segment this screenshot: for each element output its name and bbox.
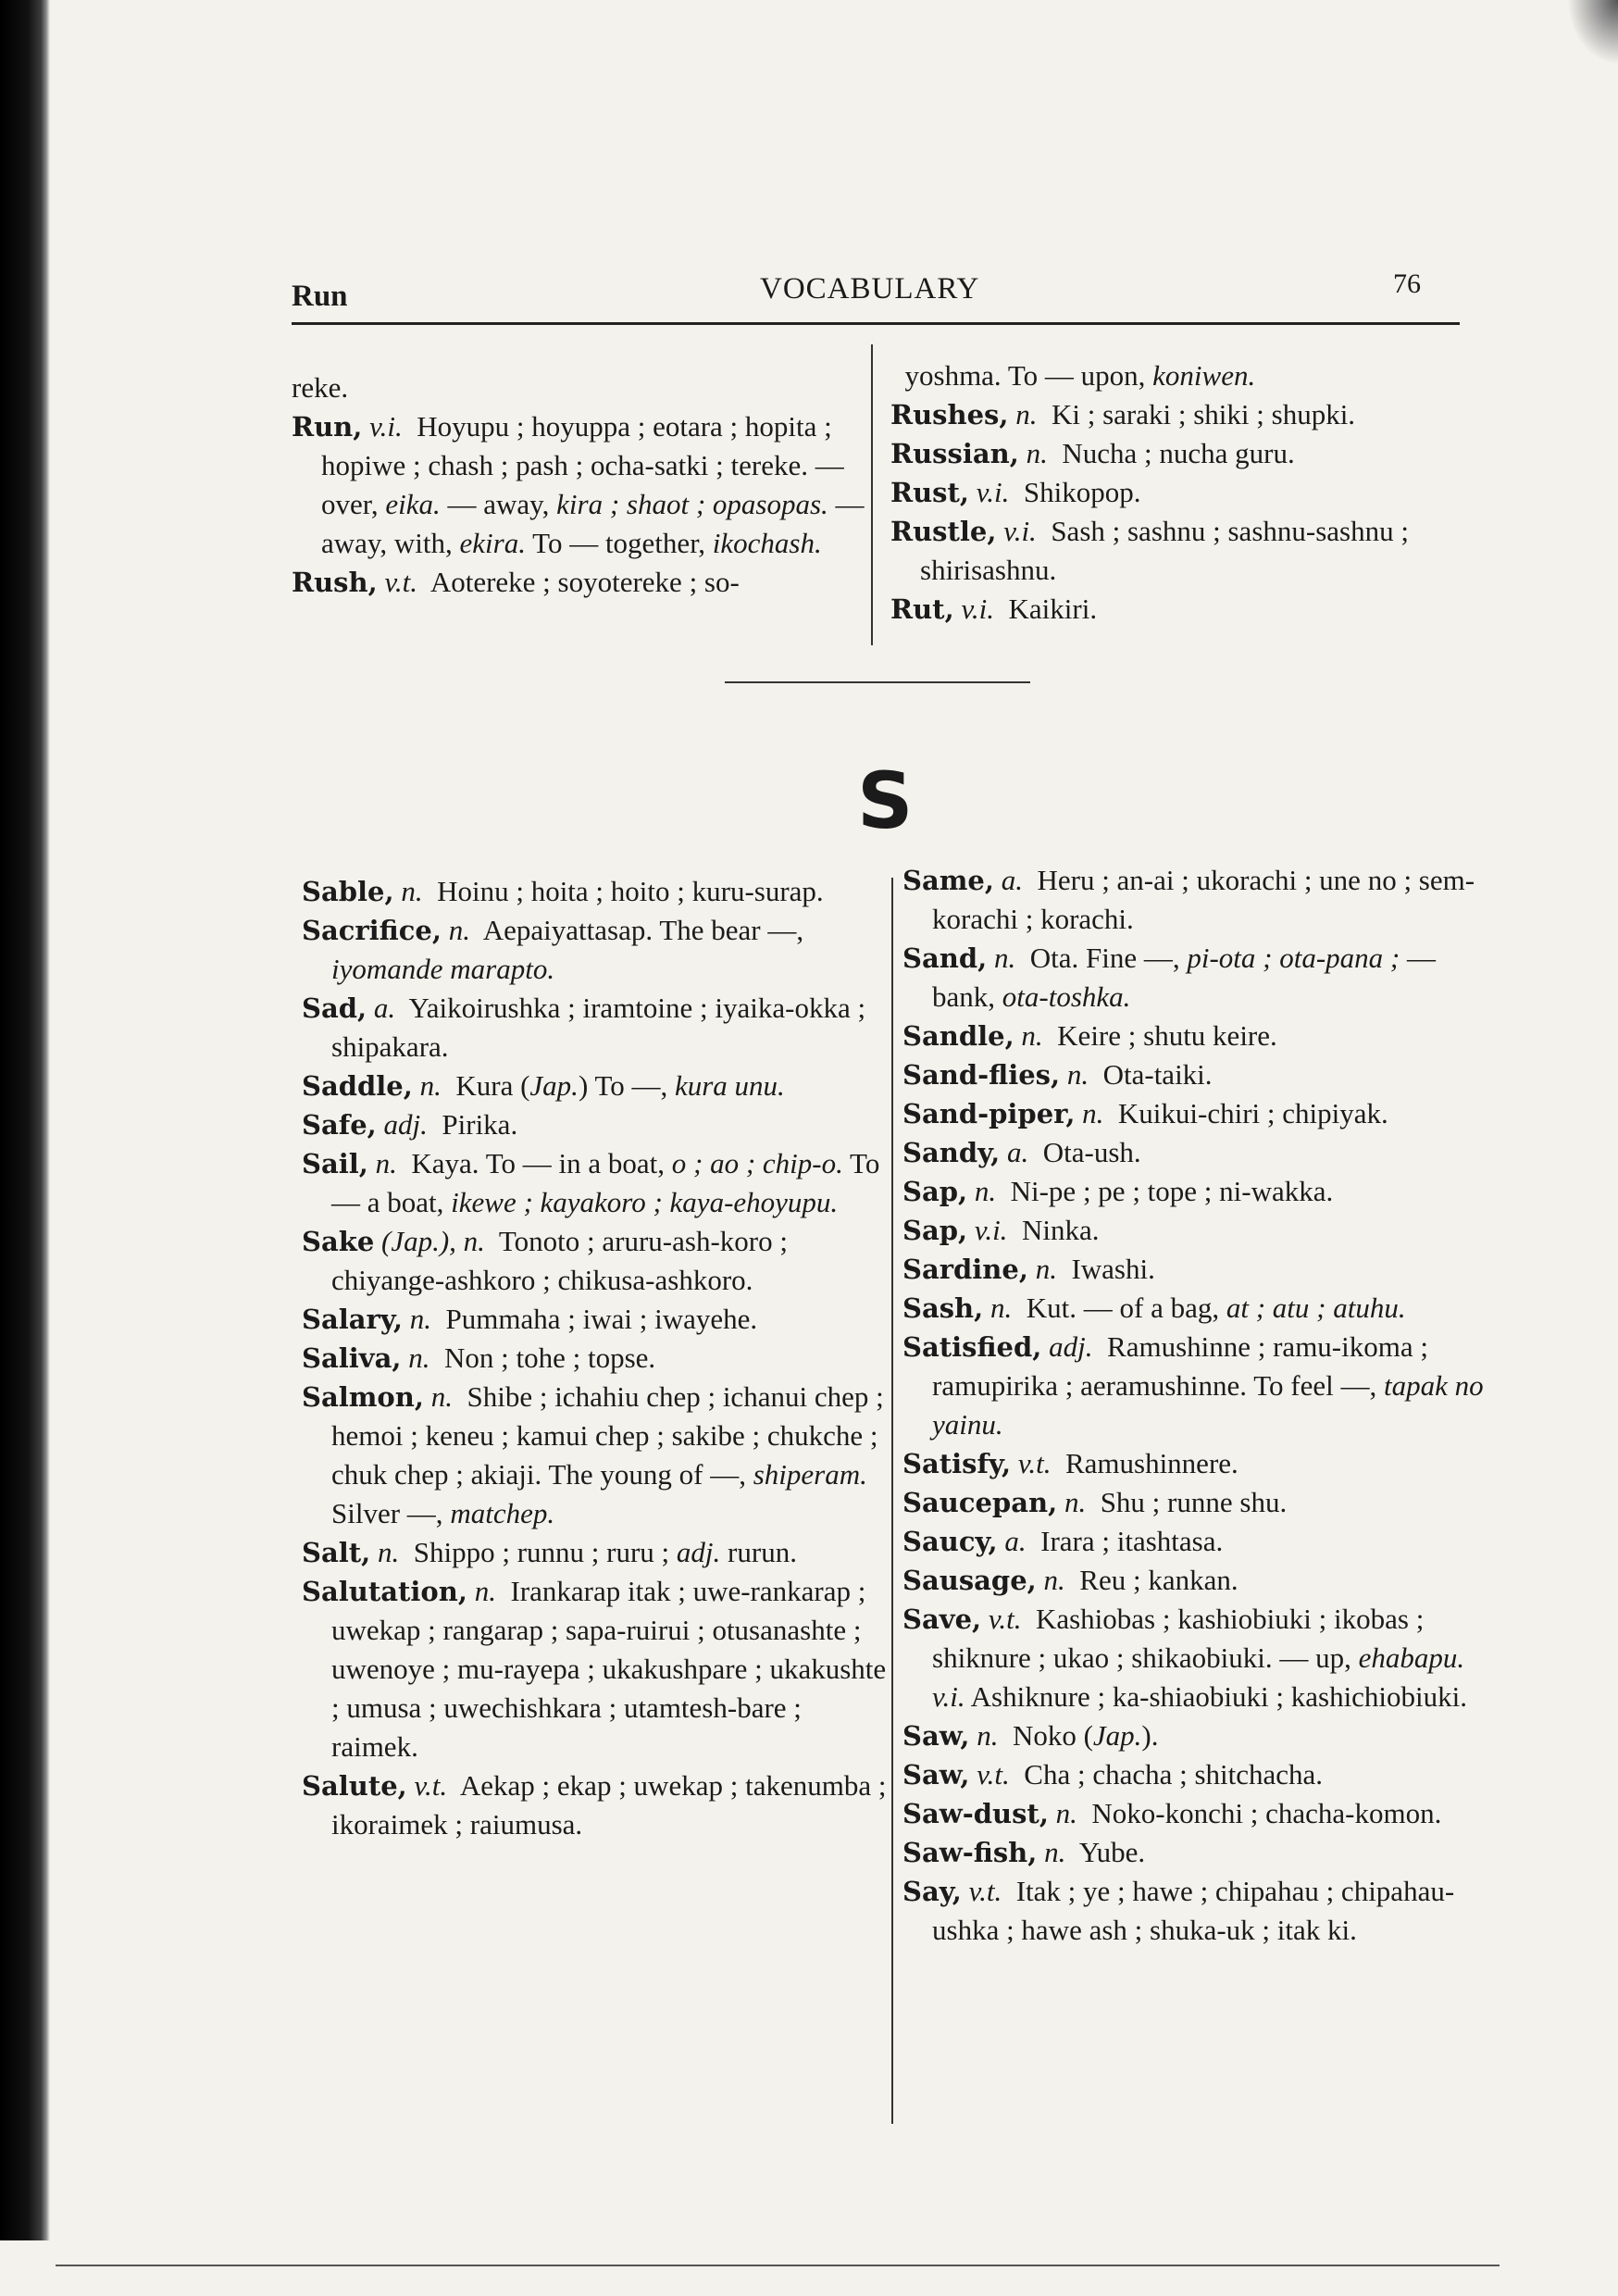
dictionary-entry: Saliva, n. Non ; tohe ; topse.: [302, 1341, 656, 1374]
dictionary-entry: Rut, v.i. Kaikiri.: [890, 593, 1098, 625]
headword: Sable,: [302, 876, 394, 907]
dictionary-entry: Salary, n. Pummaha ; iwai ; iwayehe.: [302, 1303, 758, 1335]
headword: Sardine,: [902, 1254, 1028, 1285]
headword: Sand-piper,: [902, 1098, 1076, 1129]
headword: Saw-fish,: [902, 1837, 1038, 1868]
dictionary-entry: Say, v.t. Itak ; ye ; hawe ; chipahau ; chipahau-ushka ; hawe ash ; shuka-uk ; itak ki.: [902, 1875, 1455, 1946]
headword: Rush,: [292, 567, 378, 598]
headword: Salmon,: [302, 1381, 424, 1413]
dictionary-entry: Sand-piper, n. Kuikui-chiri ; chipiyak.: [902, 1097, 1388, 1129]
section-rule: [725, 681, 1030, 683]
headword: Sandle,: [902, 1020, 1014, 1052]
headword: Salute,: [302, 1770, 407, 1802]
dictionary-entry: Saw-dust, n. Noko-konchi ; chacha-komon.: [902, 1797, 1442, 1829]
headword: Salt,: [302, 1537, 371, 1568]
headword: Safe,: [302, 1109, 377, 1141]
headword: Sail,: [302, 1148, 368, 1179]
headword: Rut,: [890, 593, 954, 625]
dictionary-entry: Saucy, a. Irara ; itashtasa.: [902, 1525, 1224, 1557]
dictionary-entry: Sausage, n. Reu ; kankan.: [902, 1564, 1238, 1596]
headword: Same,: [902, 865, 994, 896]
headword: Saw-dust,: [902, 1798, 1049, 1829]
column-bottom-right: [902, 861, 1486, 1950]
dictionary-entry: Rushes, n. Ki ; saraki ; shiki ; shupki.: [890, 398, 1356, 430]
headword: Saw,: [902, 1759, 970, 1791]
headword: Run,: [292, 411, 363, 443]
guide-word: Run: [292, 280, 348, 313]
dictionary-entry: Rustle, v.i. Sash ; sashnu ; sashnu-sashnu ; shirisashnu.: [890, 515, 1409, 586]
headword: Rushes,: [890, 399, 1009, 430]
page-header: [292, 268, 1460, 328]
dictionary-entry: Rust, v.i. Shikopop.: [890, 476, 1141, 508]
column-bottom-left: [302, 872, 894, 1844]
headword: Say,: [902, 1876, 962, 1907]
section-letter: S: [857, 755, 914, 846]
headword: Rust,: [890, 477, 970, 508]
dictionary-entry: yoshma. To — upon, koniwen.: [904, 359, 1256, 392]
dictionary-entry: Save, v.t. Kashiobas ; kashiobiuki ; ikobas ; shiknure ; ukao ; shikaobiuki. — up, ehabapu. v.i. Ashiknure ; ka-shiaobiuki ; kashichiobiuki.: [902, 1603, 1468, 1713]
dictionary-entry: Sail, n. Kaya. To — in a boat, o ; ao ; chip-o. To — a boat, ikewe ; kayakoro ; kaya-ehoyupu.: [302, 1147, 880, 1218]
dictionary-entry: Safe, adj. Pirika.: [302, 1108, 518, 1141]
dictionary-entry: Run, v.i. Hoyupu ; hoyuppa ; eotara ; hopita ; hopiwe ; chash ; pash ; ocha-satki ; tereke. — over, eika. — away, kira ; shaot ; opasopas. — away, with, ekira. To — together, ikochash.: [292, 410, 865, 559]
dictionary-entry: Sacrifice, n. Aepaiyattasap. The bear —, iyomande marapto.: [302, 914, 804, 985]
column-divider: [891, 878, 893, 2124]
dictionary-entry: Saw-fish, n. Yube.: [902, 1836, 1146, 1868]
headword: Saucy,: [902, 1526, 998, 1557]
headword: Saliva,: [302, 1342, 402, 1374]
page-bottom-edge: [56, 2265, 1500, 2266]
dictionary-entry: Sandle, n. Keire ; shutu keire.: [902, 1019, 1277, 1052]
headword: Salary,: [302, 1304, 403, 1335]
headword: Sash,: [902, 1292, 984, 1324]
dictionary-entry: Salt, n. Shippo ; runnu ; ruru ; adj. rurun.: [302, 1536, 797, 1568]
headword: Saucepan,: [902, 1487, 1058, 1518]
dictionary-entry: Saddle, n. Kura (Jap.) To —, kura unu.: [302, 1069, 785, 1102]
dictionary-entry: Salutation, n. Irankarap itak ; uwe-rankarap ; uwekap ; rangarap ; sapa-ruirui ; otusanashte ; uwenoye ; mu-rayepa ; ukakushpare ; ukakushte ; umusa ; uwechishkara ; utamtesh-bare ; raimek.: [302, 1575, 887, 1763]
dictionary-entry: Salute, v.t. Aekap ; ekap ; uwekap ; takenumba ; ikoraimek ; raiumusa.: [302, 1769, 887, 1841]
dictionary-entry: Sand-flies, n. Ota-taiki.: [902, 1058, 1213, 1091]
headword: Saddle,: [302, 1070, 413, 1102]
header-rule: [292, 322, 1460, 325]
headword: Sad,: [302, 992, 367, 1024]
dictionary-entry: Russian, n. Nucha ; nucha guru.: [890, 437, 1295, 469]
dictionary-entry: Satisfied, adj. Ramushinne ; ramu-ikoma ; ramupirika ; aeramushinne. To feel —, tapak no yainu.: [902, 1330, 1484, 1441]
headword: Saw,: [902, 1720, 970, 1752]
headword: Russian,: [890, 438, 1019, 469]
dictionary-entry: Satisfy, v.t. Ramushinnere.: [902, 1447, 1238, 1479]
headword: Sausage,: [902, 1565, 1037, 1596]
page-number: 76: [1393, 268, 1421, 299]
dictionary-entry: Sable, n. Hoinu ; hoita ; hoito ; kuru-surap.: [302, 875, 824, 907]
running-title: VOCABULARY: [760, 272, 980, 306]
headword: Sand-flies,: [902, 1059, 1061, 1091]
headword: Satisfied,: [902, 1331, 1042, 1363]
page-corner-smudge: [1567, 0, 1618, 65]
dictionary-entry: Sap, n. Ni-pe ; pe ; tope ; ni-wakka.: [902, 1175, 1334, 1207]
headword: Sap,: [902, 1215, 968, 1246]
dictionary-entry: Sake (Jap.), n. Tonoto ; aruru-ash-koro ; chiyange-ashkoro ; chikusa-ashkoro.: [302, 1225, 788, 1296]
headword: Sandy,: [902, 1137, 1001, 1168]
dictionary-entry: Sad, a. Yaikoirushka ; iramtoine ; iyaika-okka ; shipakara.: [302, 992, 866, 1063]
column-divider: [871, 344, 873, 645]
headword: Rustle,: [890, 516, 997, 547]
column-top-right: [890, 356, 1464, 629]
book-binding-shadow: [0, 0, 50, 2240]
dictionary-entry: Sand, n. Ota. Fine —, pi-ota ; ota-pana ; — bank, ota-toshka.: [902, 942, 1436, 1013]
dictionary-entry: Saw, n. Noko (Jap.).: [902, 1719, 1159, 1752]
dictionary-entry: Salmon, n. Shibe ; ichahiu chep ; ichanui chep ; hemoi ; keneu ; kamui chep ; sakibe ; chukche ; chuk chep ; akiaji. The young of —, shiperam. Silver —, matchep.: [302, 1380, 884, 1529]
headword: Sake: [302, 1226, 375, 1257]
dictionary-entry: Sandy, a. Ota-ush.: [902, 1136, 1141, 1168]
column-top-left: [292, 368, 865, 602]
headword: Sacrifice,: [302, 915, 442, 946]
dictionary-entry: Sash, n. Kut. — of a bag, at ; atu ; atuhu.: [902, 1292, 1406, 1324]
headword: Sand,: [902, 942, 988, 974]
dictionary-entry: Sardine, n. Iwashi.: [902, 1253, 1155, 1285]
headword: Salutation,: [302, 1576, 467, 1607]
dictionary-entry: Saucepan, n. Shu ; runne shu.: [902, 1486, 1288, 1518]
dictionary-entry: reke.: [292, 371, 349, 404]
headword: Sap,: [902, 1176, 968, 1207]
dictionary-entry: Same, a. Heru ; an-ai ; ukorachi ; une no ; sem-korachi ; korachi.: [902, 864, 1475, 935]
dictionary-entry: Rush, v.t. Aotereke ; soyotereke ; so-: [292, 566, 740, 598]
headword: Save,: [902, 1603, 982, 1635]
headword: Satisfy,: [902, 1448, 1012, 1479]
dictionary-entry: Sap, v.i. Ninka.: [902, 1214, 1100, 1246]
dictionary-entry: Saw, v.t. Cha ; chacha ; shitchacha.: [902, 1758, 1324, 1791]
